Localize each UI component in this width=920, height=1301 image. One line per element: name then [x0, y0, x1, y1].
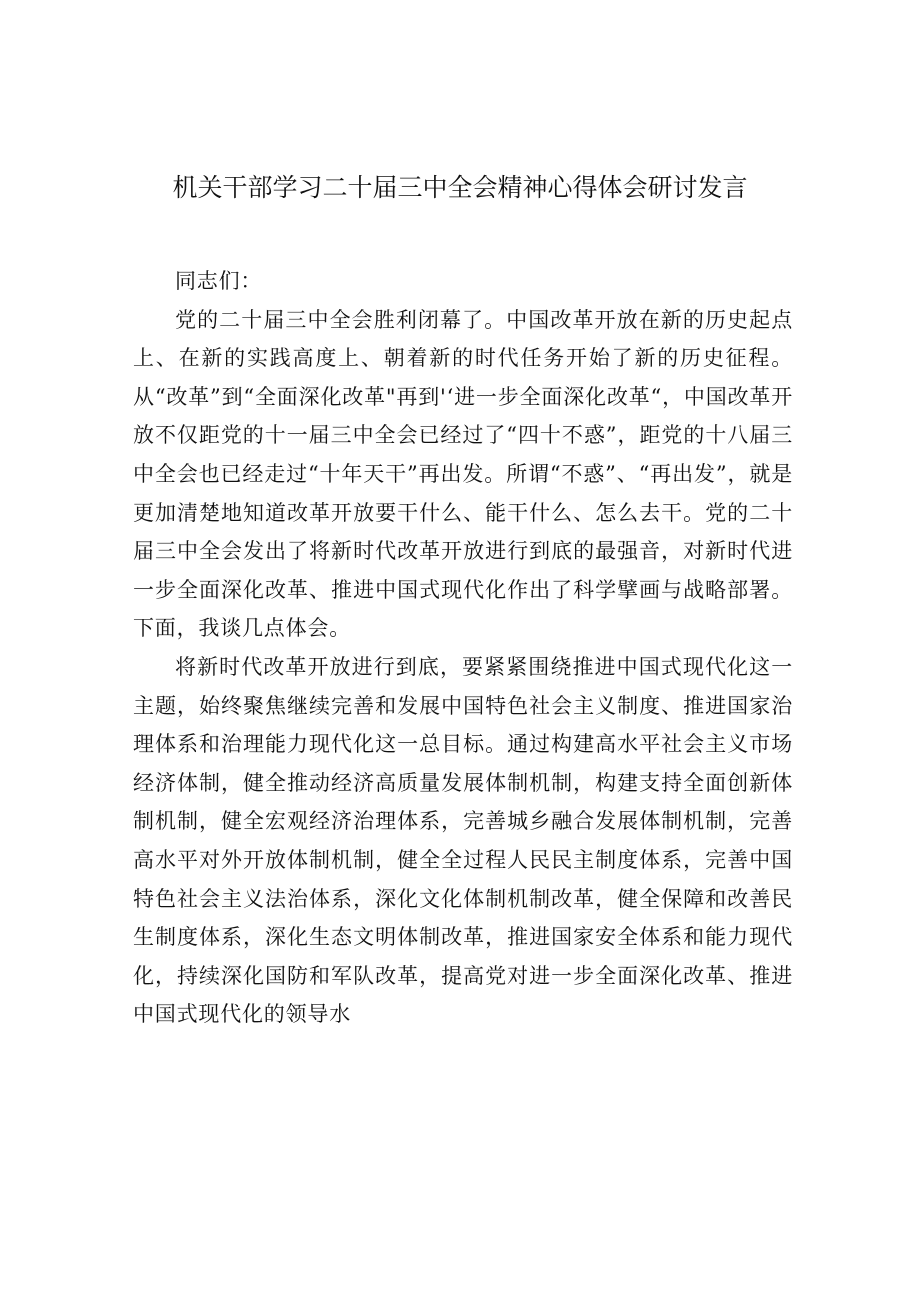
salutation: 同志们： — [175, 269, 263, 293]
document-title: 机关干部学习二十届三中全会精神心得体会研讨发言 — [172, 173, 748, 202]
paragraph-intro: 党的二十届三中全会胜利闭幕了。中国改革开放在新的历史起点上、在新的实践高度上、朝着新的时代任务开始了新的历史征程。从“改革”到“全面深化改革"再到'‘进一步全面深化改革“，中国改革开放不仅距党的十一届三中全会已经过了“四十不惑”，距党的十八届三中全会也已经走过“十年天干”再出发。所谓“不惑”、“再出发”，就是更加清楚地知道改革开放要干什么、能干什么、怎么去干。党的二十届三中全会发出了将新时代改革开放进行到底的最强音，对新时代进一步全面深化改革、推进中国式现代化作出了科学擘画与战略部署。下面，我谈几点体会。 — [133, 307, 793, 641]
document-body — [133, 262, 793, 1034]
paragraph-main-theme: 将新时代改革开放进行到底，要紧紧围绕推进中国式现代化这一主题，始终聚焦继续完善和发展中国特色社会主义制度、推进国家治理体系和治理能力现代化这一总目标。通过构建高水平社会主义市场经济体制，健全推动经济高质量发展体制机制，构建支持全面创新体制机制，健全宏观经济治理体系，完善城乡融合发展体制机制，完善高水平对外开放体制机制，健全全过程人民民主制度体系，完善中国特色社会主义法治体系，深化文化体制机制改革，健全保障和改善民生制度体系，深化生态文明体制改革，推进国家安全体系和能力现代化，持续深化国防和军队改革，提高党对进一步全面深化改革、推进中国式现代化的领导水 — [133, 654, 793, 1027]
